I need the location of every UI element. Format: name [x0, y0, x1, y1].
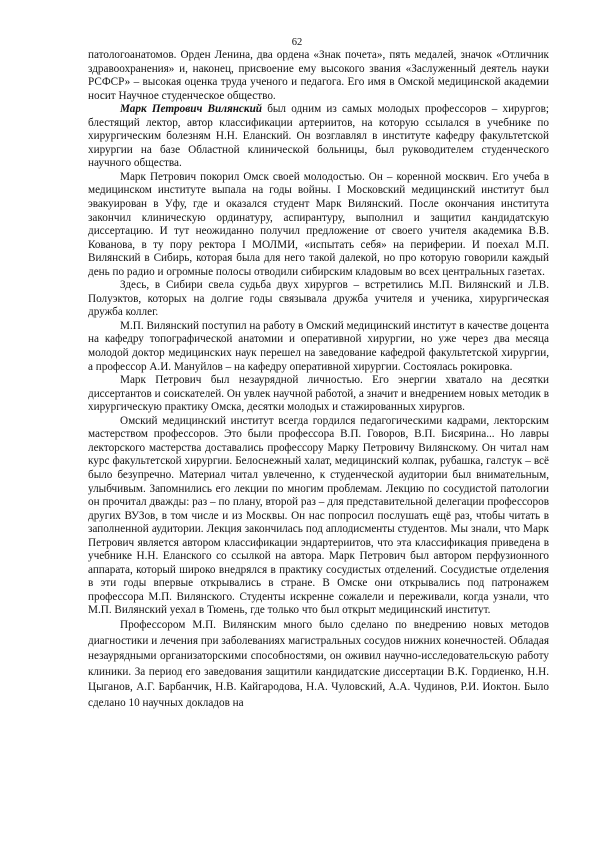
- paragraph-2-text: был одним из самых молодых профессоров – хирургов; блестящий лектор, автор классификации артериитов, на которую ссылался в учебнике по хирургическим болезням Н.Н. Еланский. Он возглавлял в институте кафедру факультетской хирургии на базе Областной клинической больницы, был руководителем студенческого научного общества.: [88, 103, 549, 170]
- paragraph-2: [88, 103, 549, 171]
- paragraph-4-text: Здесь, в Сибири свела судьба двух хирургов – встретились М.П. Вилянский и Л.В. Полуэктов, которых на долгие годы связывала дружба учителя и ученика, хирургическая дружба коллег.: [88, 279, 549, 319]
- paragraph-5: [88, 320, 549, 374]
- paragraph-1-text: патологоанатомов. Орден Ленина, два ордена «Знак почета», пять медалей, значок «Отличник здравоохранения» и, наконец, присвоение ему высокого звания «Заслуженный деятель науки РСФСР» – высокая оценка труда ученого и педагога. Его имя в Омской медицинской академии носит Научное студенческое общество.: [88, 49, 549, 102]
- paragraph-8: [88, 618, 549, 712]
- paragraph-5-text: М.П. Вилянский поступил на работу в Омский медицинский институт в качестве доцента на кафедру топографической анатомии и оперативной хирургии, но уже через два месяца молодой доктор медицинских наук перешел на заведование кафедрой факультетской хирургии, а профессор А.И. Мануйлов – на кафедру оперативной хирургии. Состоялась рокировка.: [88, 319, 549, 373]
- paragraph-1: [88, 49, 549, 103]
- paragraph-6: [88, 374, 549, 415]
- paragraph-7: [88, 415, 549, 618]
- paragraph-6-text: Марк Петрович был незаурядной личностью. Его энергии хватало на десятки диссертантов и соискателей. Он увлек научной работой, а значит и внедрением новых методик в хирургическую практику Омска, десятки молодых и стажированных хирургов.: [88, 374, 549, 414]
- paragraph-3-text: Марк Петрович покорил Омск своей молодостью. Он – коренной москвич. Его учеба в медицинском институте выпала на годы войны. I Московский медицинский институт был эвакуирован в Уфу, где и оказался студент Марк Вилянский. После окончания института закончил клиническую ординатуру, аспирантуру, выполнил и защитил кандидатскую диссертацию. И тут неожиданно получил предложение от своего учителя академика В.В. Кованова, в ту пору ректора I МОЛМИ, «испытать себя» на периферии. И поехал М.П. Вилянский в Сибирь, которая была для него такой далекой, но про которую говорили каждый день по радио и огромные полосы отводили сибирским кладовым во всех центральных газетах.: [88, 170, 549, 278]
- paragraph-4: [88, 279, 549, 320]
- paragraph-8-text: Профессором М.П. Вилянским много было сделано по внедрению новых методов диагностики и лечения при заболеваниях магистральных сосудов нижних конечностей. Обладая незаурядными организаторскими способностями, он оживил научно-исследовательскую работу клиники. За период его заведования защитили кандидатские диссертации В.К. Гордиенко, Н.Н. Цыганов, А.Г. Барбанчик, Н.В. Кайгародова, Н.А. Чуловский, А.А. Чудинов, Р.И. Иоктон. Было сделано 10 научных докладов на: [88, 618, 549, 709]
- body-text: [88, 49, 549, 712]
- paragraph-2-lead-name: Марк Петрович Вилянский: [120, 103, 263, 116]
- paragraph-7-text: Омский медицинский институт всегда гордился педагогическими кадрами, лекторским мастерством профессоров. Это были профессора В.П. Говоров, В.П. Бисярина... Но лавры лекторского мастерства доставались профессору Марку Петровичу Вилянскому. Он читал нам курс факультетской хирургии. Белоснежный халат, медицинский колпак, рубашка, галстук – всё было безупречно. Материал читал увлеченно, к студенческой аудитории был внимательным, улыбчивым. Запомнились его лекции по многим проблемам. Лекцию по сосудистой патологии он прочитал дважды: раз – по плану, второй раз – для представительной делегации профессоров других ВУЗов, в том числе и из Москвы. Он нас попросил послушать ещё раз, чтобы читать в заполненной аудитории. Лекция закончилась под аплодисменты студентов. Мы знали, что Марк Петрович является автором классификации эндартериитов, что эта классификация приведена в учебнике Н.Н. Еланского со ссылкой на автора. Марк Петрович был автором перфузионного аппарата, который широко внедрялся в практику сосудистых отделений. Сосудистые отделения в эти годы впервые открывались в стране. В Омске они открывались под патронажем профессора М.П. Вилянского. Студенты искренне сожалели и переживали, когда узнали, что М.П. Вилянский уехал в Тюмень, где только что был открыт медицинский институт.: [88, 414, 549, 617]
- paragraph-3: [88, 171, 549, 279]
- page-number: 62: [291, 37, 303, 48]
